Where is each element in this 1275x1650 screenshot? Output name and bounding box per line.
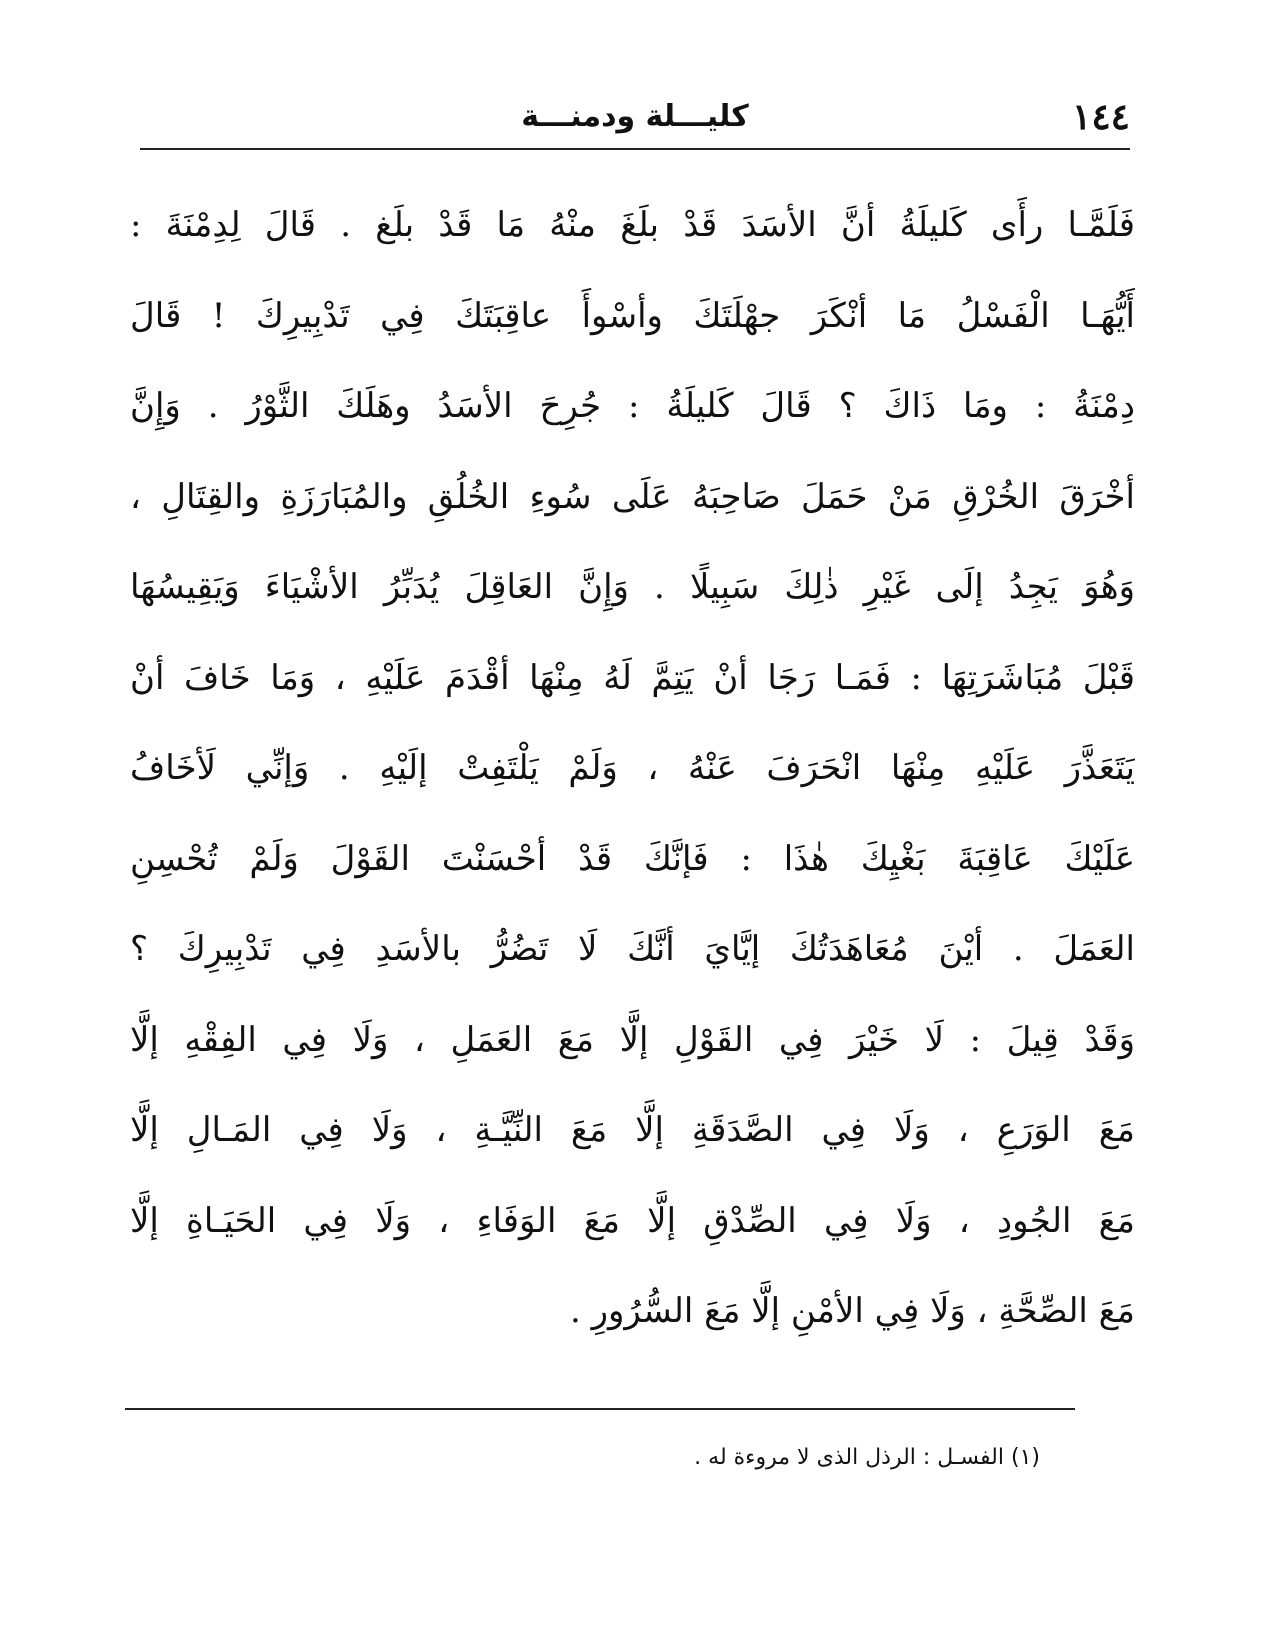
text-line: أَيُّهَـا الْفَسْلُ مَا أنْكَرَ جهْلَتَكَ وأسْوأَ عاقِبَتَكَ فِي تَدْبِيرِكَ ! قَالَ: [130, 295, 1135, 336]
text-line: وَقَدْ قِيلَ : لَا خَيْرَ فِي القَوْلِ إلَّا مَعَ العَمَلِ ، وَلَا فِي الفِقْهِ إلَّا: [130, 1019, 1135, 1060]
text-line: مَعَ الصِّحَّةِ ، وَلَا فِي الأمْنِ إلَّا مَعَ السُّرُورِ .: [569, 1291, 1135, 1331]
text-line: فَلَمَّـا رأَى كَليلَةُ أنَّ الأسَدَ قَدْ بلَغَ منْهُ مَا قَدْ بلَغ . قَالَ لِدِمْنَةَ :: [130, 205, 1135, 245]
page-number: ١٤٤: [1071, 96, 1130, 138]
body-text: [130, 180, 1135, 1357]
text-line: وَهُوَ يَجِدُ إلَى غَيْرِ ذٰلِكَ سَبِيلًا . وَإِنَّ العَاقِلَ يُدَبِّرُ الأشْيَاءَ وَيَقِيسُهَا: [130, 567, 1135, 607]
header-divider: [140, 148, 1130, 150]
text-line: قَبْلَ مُبَاشَرَتِهَا : فَمَـا رَجَا أنْ يَتِمَّ لَهُ مِنْهَا أقْدَمَ عَلَيْهِ ، وَمَا خَافَ أنْ: [130, 657, 1135, 698]
text-line: مَعَ الجُودِ ، وَلَا فِي الصِّدْقِ إلَّا مَعَ الوَفَاءِ ، وَلَا فِي الحَيَـاةِ إلَّا: [130, 1200, 1135, 1241]
running-title: كليـــلة ودمنـــة: [521, 99, 749, 134]
text-line: أخْرَقَ الخُرْقِ مَنْ حَمَلَ صَاحِبَهُ عَلَى سُوءِ الخُلُقِ والمُبَارَزَةِ والقِتَالِ ،: [130, 476, 1135, 517]
footnote-divider: [125, 1408, 1075, 1410]
text-line: عَلَيْكَ عَاقِبَةَ بَغْيِكَ هٰذَا : فَإنَّكَ قَدْ أحْسَنْتَ القَوْلَ وَلَمْ تُحْسِنِ: [130, 838, 1135, 879]
text-line: مَعَ الوَرَعِ ، وَلَا فِي الصَّدَقَةِ إلَّا مَعَ النِّيَّـةِ ، وَلَا فِي المَـالِ إلَّا: [130, 1110, 1135, 1150]
text-line: يَتَعَذَّرَ عَلَيْهِ مِنْهَا انْحَرَفَ عَنْهُ ، وَلَمْ يَلْتَفِتْ إلَيْهِ . وَإنِّي لَأخَافُ: [130, 748, 1135, 788]
footnote: (١) الفسـل : الرذل الذى لا مروءة له .: [694, 1445, 1040, 1470]
text-line: العَمَلَ . أيْنَ مُعَاهَدَتُكَ إيَّايَ أنَّكَ لَا تَضُرُّ بالأسَدِ فِي تَدْبِيرِكَ ؟: [130, 929, 1135, 969]
text-line: دِمْنَةُ : ومَا ذَاكَ ؟ قَالَ كَليلَةُ : جُرِحَ الأسَدُ وهَلَكَ الثَّوْرُ . وَإِنَّ: [130, 386, 1135, 426]
page-header: [140, 92, 1130, 142]
